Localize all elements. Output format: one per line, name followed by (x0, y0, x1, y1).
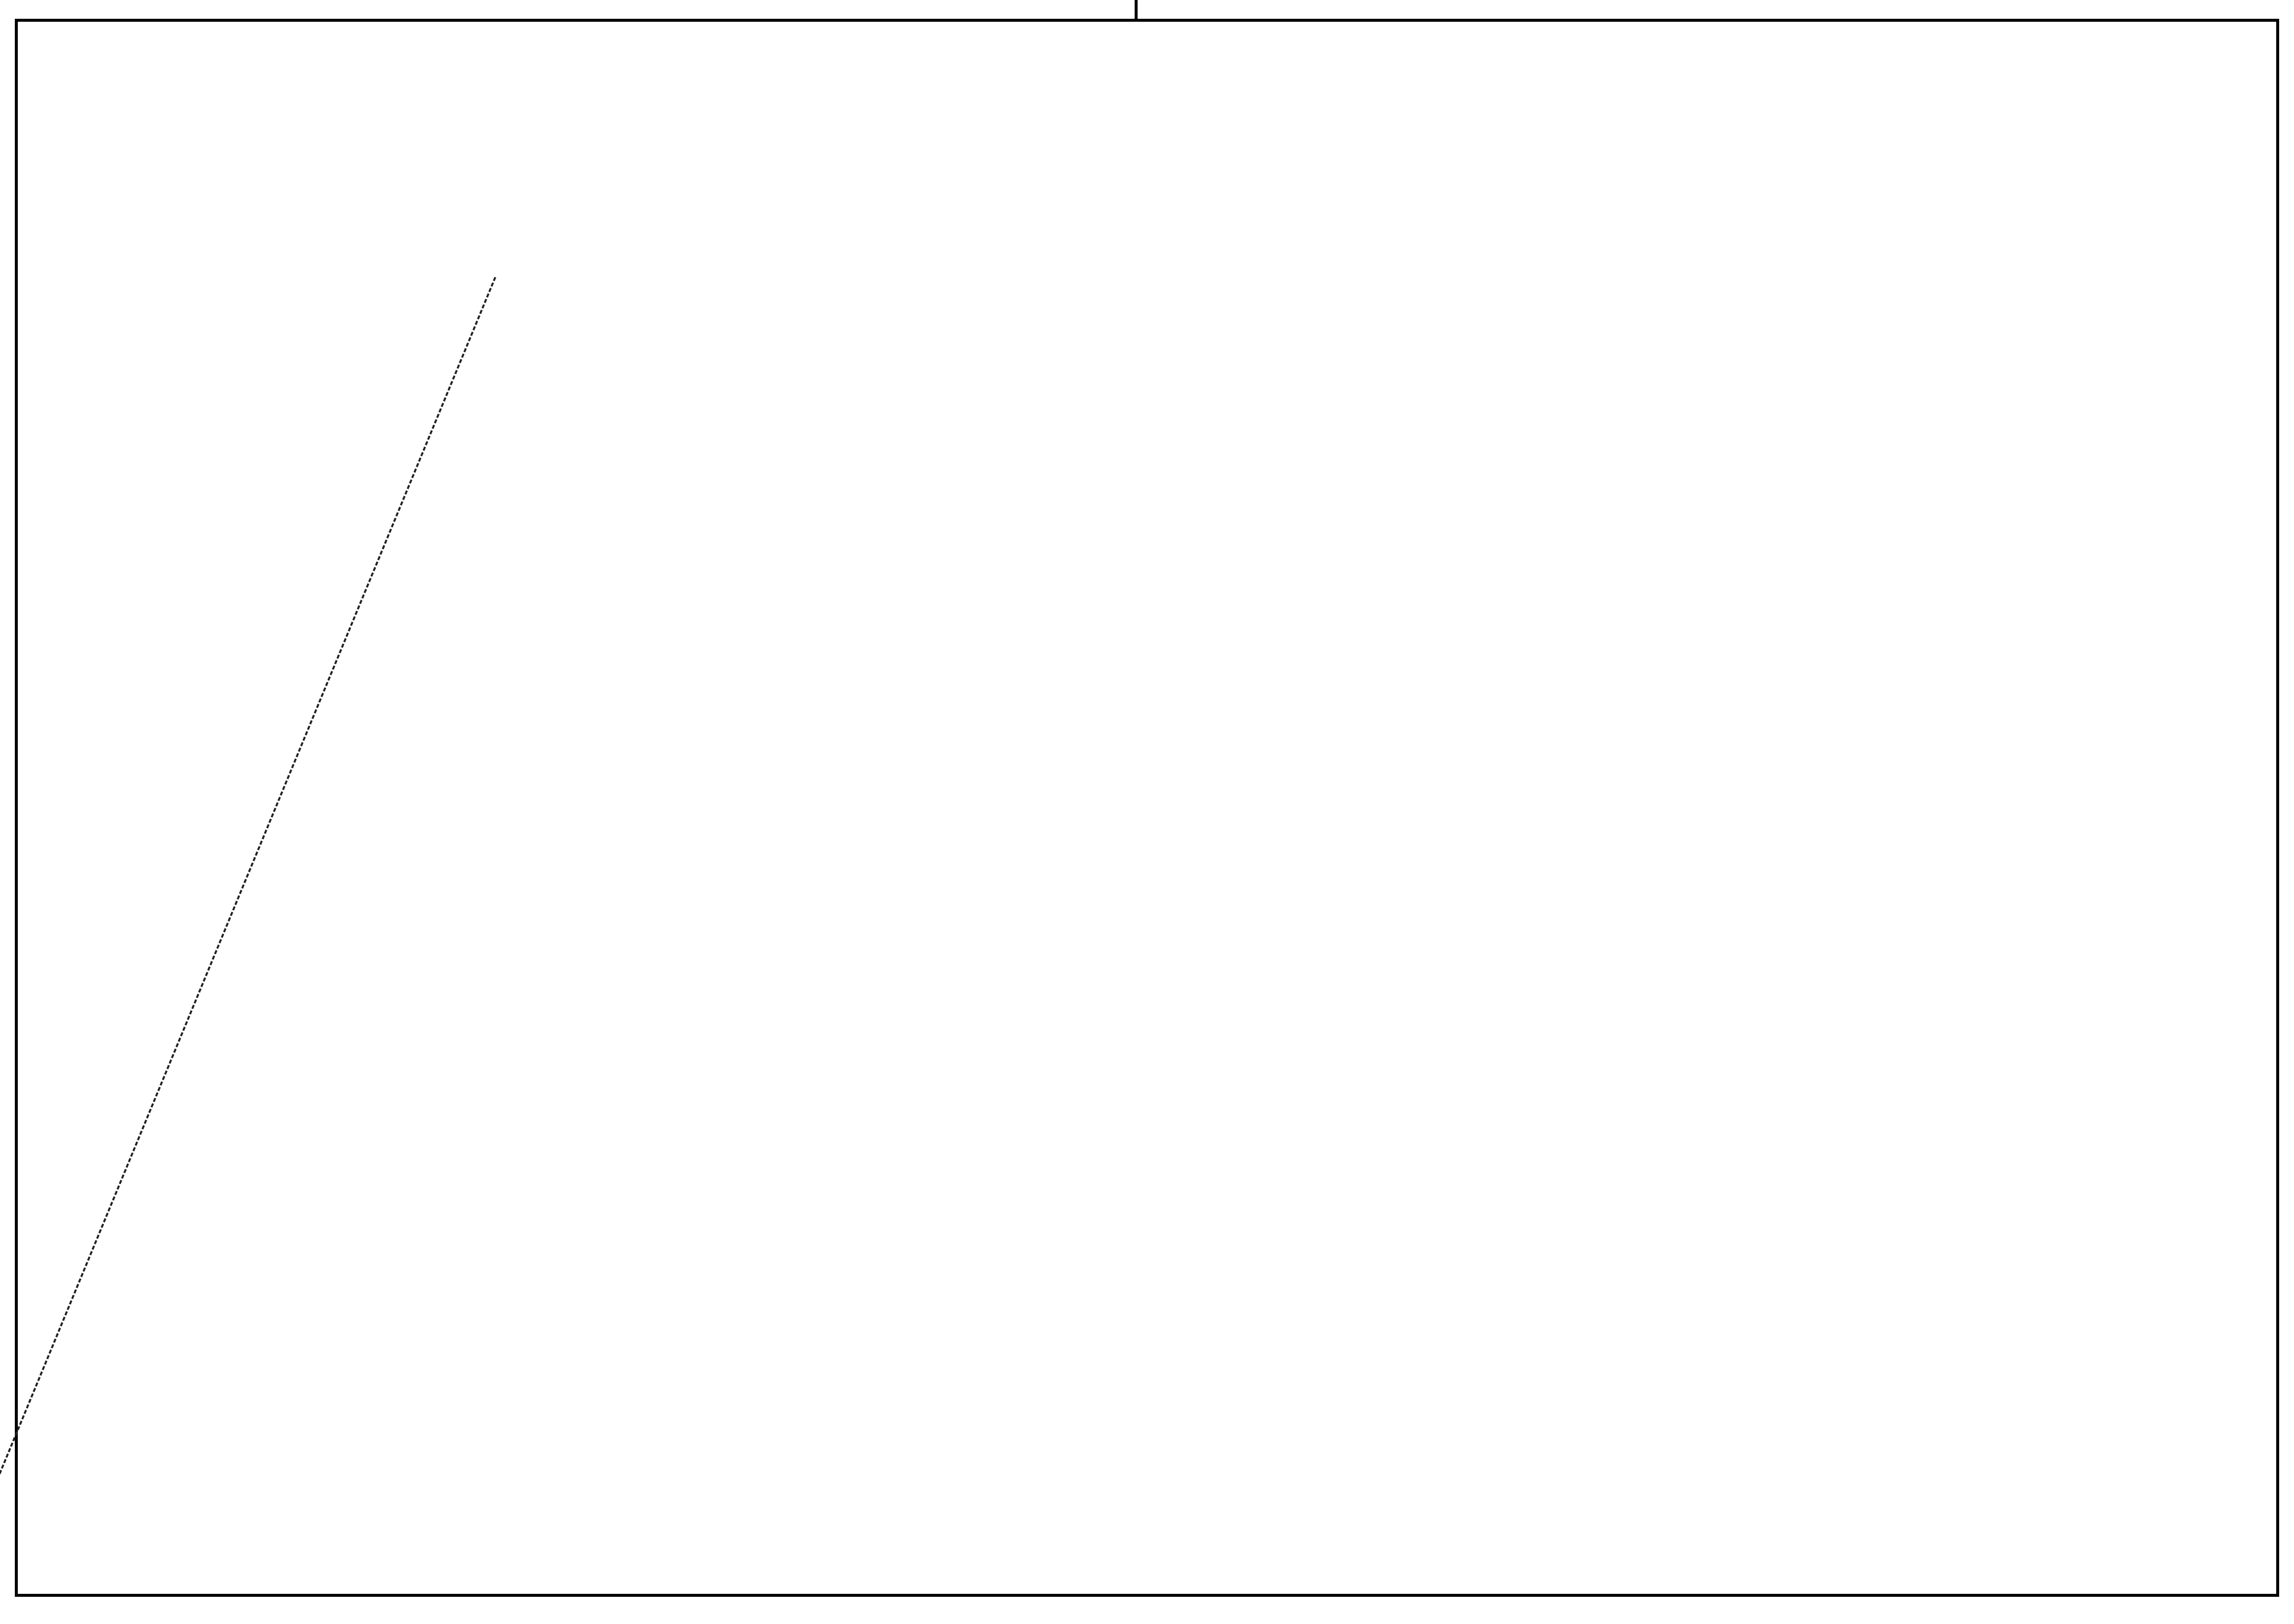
form-frame (15, 19, 2279, 1597)
top-tick-line (1135, 0, 1138, 19)
